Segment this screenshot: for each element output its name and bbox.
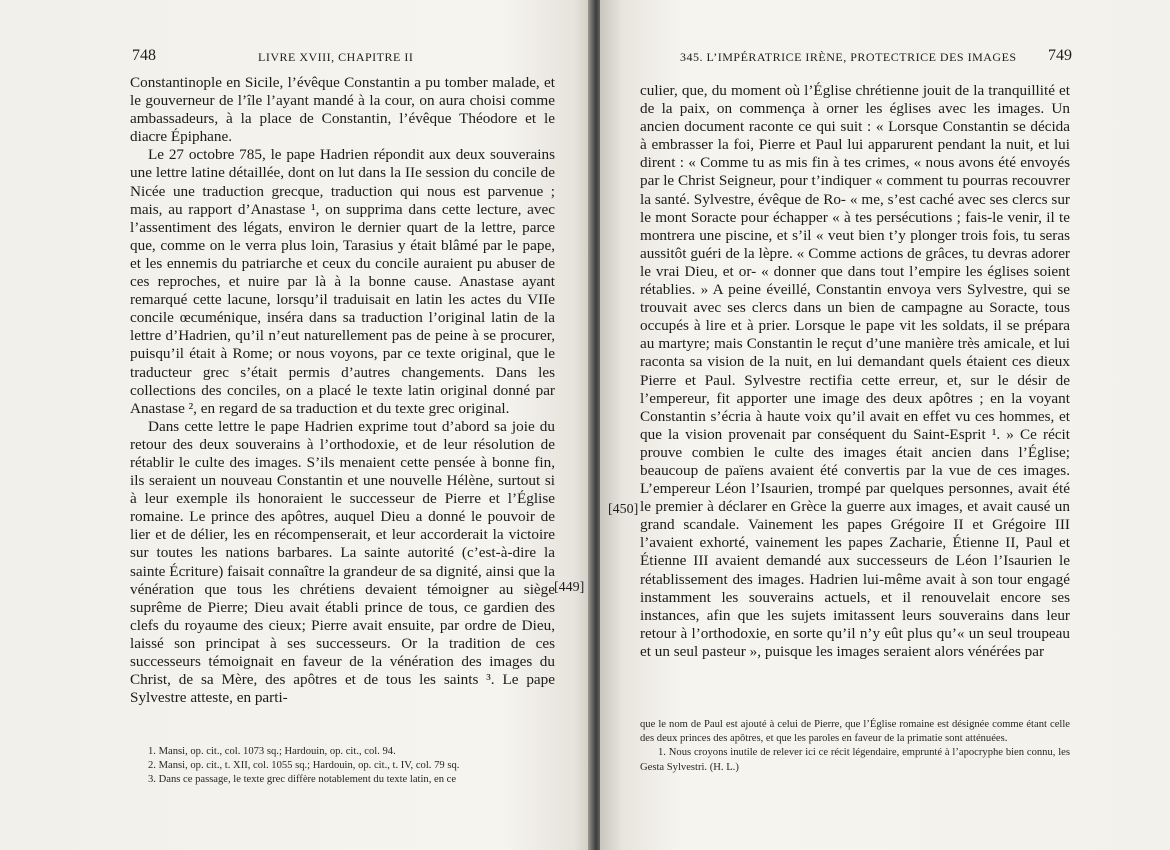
paragraph: culier, que, du moment où l’Église chrétienne jouit de la tranquillité et de la paix, on commença à orner les églises avec les images. Un ancien document raconte ce qui suit : « Lorsque Constantin se décida à embrasser la foi, Pierre et Paul lui apparurent pendant la nuit, et lui dirent : « Comme tu as mis fin à tes crimes, « nous avons été envoyés par le Christ Seigneur, pour t’indiquer « comment tu pourras recouvrer la santé. Sylvestre, évêque de Ro- « me, s’est caché avec ses clercs sur le mont Soracte pour échapper « à tes persécutions ; fais-le venir, il te montrera une piscine, et s’il « veut bien t’y plonger trois fois, tu seras aussitôt guéri de la lèpre. « Comme actions de grâces, tu devras adorer le vrai Dieu, et or- « donner que dans tout l’empire les églises soient rétablies. » A peine éveillé, Constantin envoya vers Sylvestre, qui se trouvait avec ses clercs dans un bien de campagne au Soracte, tous occupés à lire et à prier. Lorsque le pape vit les soldats, il se prépara au martyre; mais Constantin le reçut d’une manière très amicale, et lui raconta sa vision de la nuit, en lui demandant quels étaient ces dieux Pierre et Paul. Sylvestre rectifia cette erreur, et, sur le désir de l’empereur, fit apporter une image des deux apôtres ; en la voyant Constantin s’écria à haute voix qu’il avait en effet vu ces hommes, et que la vision provenait par conséquent du Saint-Esprit ¹. » Ce récit prouve combien le culte des images était ancien dans l’Église; beaucoup de païens avaient été convertis par la vue de ces images. L’empereur Léon l’Isaurien, trompé par quelques personnes, avait été le premier à déclarer en Grèce la guerre aux images, et avait causé un grand scandale. Vainement les papes Grégoire II et Grégoire III l’avaient exhorté, vainement les papes Zacharie, Étienne II, Paul et Étienne III avaient demandé aux successeurs de Léon l’Isaurien le rétablissement des images. Hadrien lui-même avait à son tour engagé instamment les souverains actuels, et il renouvelait encore ses instances, afin que les sujets imitassent leurs souverains dans leur retour à l’orthodoxie, en sorte qu’il n’y eût plus qu’« un seul troupeau et un seul pasteur », puisque les images seraient alors vénérées par [640, 82, 1071, 660]
margin-page-ref: [450] [608, 502, 639, 517]
page-number: 748 [132, 47, 156, 64]
margin-page-ref: [449] [554, 580, 585, 595]
running-head: 345. L’IMPÉRATRICE IRÈNE, PROTECTRICE DES IMAGES [680, 50, 1017, 64]
paragraph: Le 27 octobre 785, le pape Hadrien répondit aux deux souverains une lettre latine détaillée, dont on lut dans la IIe session du concile de Nicée une traduction grecque, traduction qui nous est parvenue ; mais, au rapport d’Anastase ¹, on supprima dans cette lecture, avec l’assentiment des légats, environ le dernier quart de la lettre, parce que, comme on le verra plus loin, Tarasius y était blâmé par le pape, et les ennemis du patriarche et ceux du concile auraient pu abuser de ces reproches, et nuire par là à la bonne cause. Anastase ayant remarqué cette lacune, lorsqu’il traduisait en latin les actes du VIIe concile œcuménique, inséra dans sa traduction l’original latin de la lettre d’Hadrien, qu’il n’eut naturellement pas de peine à se procurer, puisqu’il était à Rome; or nous voyons, par ce texte original, que le traducteur grec s’était permis d’autres changements. Dans les collections des conciles, on a placé le texte latin original donné par Anastase ², en regard de sa traduction et du texte grec original. [130, 146, 555, 417]
running-head: LIVRE XVIII, CHAPITRE II [258, 50, 414, 64]
footnote: que le nom de Paul est ajouté à celui de Pierre, que l’Église romaine est désignée comme étant celle des deux princes des apôtres, et que les paroles en faveur de la primatie sont atténuées. [640, 719, 1070, 745]
footnote: 1. Nous croyons inutile de relever ici ce récit légendaire, emprunté à l’apocryphe bien connu, les Gesta Sylvestri. (H. L.) [640, 747, 1070, 773]
right-page [600, 0, 1170, 850]
footnote: 2. Mansi, op. cit., t. XII, col. 1055 sq.; Hardouin, op. cit., t. IV, col. 79 sq. [148, 760, 460, 772]
paragraph: Dans cette lettre le pape Hadrien exprime tout d’abord sa joie du retour des deux souverains à l’orthodoxie, et de leur résolution de rétablir le culte des images. S’ils menaient cette pensée à bonne fin, ils seraient un nouveau Constantin et une nouvelle Hélène, surtout si à leur exemple ils honoraient le successeur de Pierre et l’Église romaine. Le prince des apôtres, auquel Dieu a donné le pouvoir de lier et de délier, les en récompenserait, et leur accorderait la victoire sur toutes les nations barbares. La sainte autorité (c’est-à-dire la sainte Écriture) faisait connaître la grandeur de sa dignité, ainsi que la vénération que tous les chrétiens devaient témoigner au siège suprême de Pierre; Dieu avait établi prince de tous, ce gardien des clefs du royaume des cieux; Pierre avait ensuite, par ordre de Dieu, laissé son principat à ses successeurs. Or la tradition de ces successeurs témoignait en faveur de la vénération des images du Christ, de sa Mère, des apôtres et de tous les saints ³. Le pape Sylvestre atteste, en parti- [130, 417, 555, 707]
body-text [130, 74, 555, 707]
footnote: 3. Dans ce passage, le texte grec diffère notablement du texte latin, en ce [148, 774, 457, 786]
paragraph: Constantinople en Sicile, l’évêque Constantin a pu tomber malade, et le gouverneur de l’île l’ayant mandé à la cour, on aura choisi comme ambassadeurs, à la place de Constantin, l’évêque Théodore et le diacre Épiphane. [130, 74, 555, 146]
footnote: 1. Mansi, op. cit., col. 1073 sq.; Hardouin, op. cit., col. 94. [148, 746, 396, 757]
body-text [640, 82, 1070, 661]
footnotes [130, 745, 555, 788]
page-number: 749 [1048, 47, 1072, 64]
footnotes [640, 718, 1070, 775]
